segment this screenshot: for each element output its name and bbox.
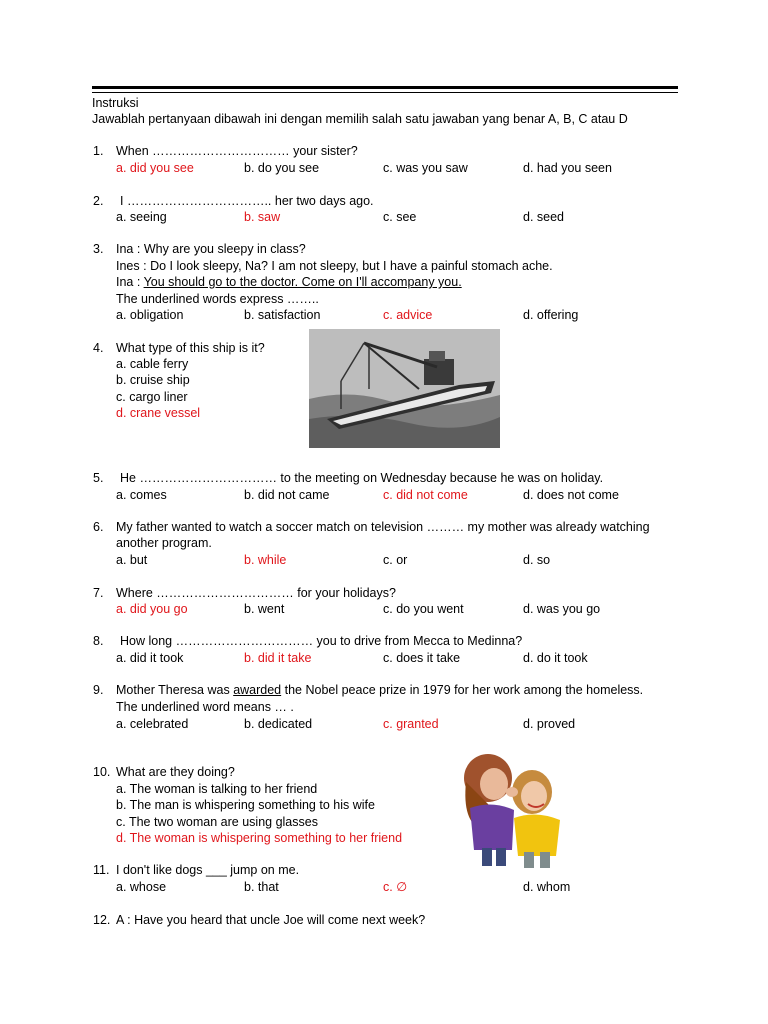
question-number: 1. (93, 144, 104, 158)
q4-option-a[interactable]: a. cable ferry (116, 357, 189, 371)
q9-option-b[interactable]: b. dedicated (244, 717, 313, 731)
q9-prompt: The underlined word means … . (116, 700, 294, 714)
q9-option-a[interactable]: a. celebrated (116, 717, 189, 731)
question-1-stem: When …………………………… your sister? (116, 144, 358, 158)
question-number: 11. (93, 863, 110, 877)
dialog-text: Do I look sleepy, Na? I am not sleepy, but I have a painful stomach ache. (150, 259, 553, 273)
q6-option-d[interactable]: d. so (523, 553, 551, 567)
q10-option-c[interactable]: c. The two woman are using glasses (116, 815, 318, 829)
q3-dialog-line-2 (116, 258, 553, 274)
q1-option-b[interactable]: b. do you see (244, 161, 320, 175)
q2-option-d[interactable]: d. seed (523, 210, 565, 224)
question-number: 2. (93, 194, 104, 208)
q7-option-a[interactable]: a. did you go (116, 602, 188, 616)
question-number: 12. (93, 913, 111, 927)
girls-illustration (452, 752, 582, 870)
instructions-title: Instruksi (92, 96, 139, 110)
q3-option-a[interactable]: a. obligation (116, 308, 184, 322)
q5-option-d[interactable]: d. does not come (523, 488, 619, 502)
question-8-stem: How long …………………………… you to drive from Mecca to Medinna? (120, 634, 523, 648)
q8-option-d[interactable]: d. do it took (523, 651, 588, 665)
q11-option-a[interactable]: a. whose (116, 880, 167, 894)
question-10-stem: What are they doing? (116, 765, 235, 779)
q2-option-c[interactable]: c. see (383, 210, 417, 224)
q10-option-d[interactable]: d. The woman is whispering something to her friend (116, 831, 403, 845)
question-number: 9. (93, 683, 104, 697)
question-4-stem: What type of this ship is it? (116, 341, 265, 355)
q10-option-b[interactable]: b. The man is whispering something to his wife (116, 798, 375, 812)
q3-option-d[interactable]: d. offering (523, 308, 579, 322)
q8-option-a[interactable]: a. did it took (116, 651, 184, 665)
q2-option-a[interactable]: a. seeing (116, 210, 167, 224)
q3-dialog-line-3 (116, 274, 462, 290)
question-number: 4. (93, 341, 104, 355)
q10-option-a[interactable]: a. The woman is talking to her friend (116, 782, 318, 796)
q9-option-d[interactable]: d. proved (523, 717, 576, 731)
question-11-stem: I don't like dogs ___ jump on me. (116, 863, 300, 877)
crane-vessel-photo (309, 329, 500, 448)
question-5-stem: He …………………………… to the meeting on Wednesday because he was on holiday. (120, 471, 604, 485)
q3-dialog-line-1 (116, 241, 306, 257)
underlined-word: awarded (233, 683, 282, 697)
question-6-stem-line-2: another program. (116, 536, 212, 550)
q8-option-b[interactable]: b. did it take (244, 651, 312, 665)
stem-text: the Nobel peace prize in 1979 for her work among the homeless. (281, 683, 644, 697)
q5-option-b[interactable]: b. did not came (244, 488, 330, 502)
whispering-girls-photo (452, 752, 582, 870)
q2-option-b[interactable]: b. saw (244, 210, 281, 224)
q1-option-c[interactable]: c. was you saw (383, 161, 468, 175)
question-12-stem: A : Have you heard that uncle Joe will come next week? (116, 913, 426, 927)
q3-option-b[interactable]: b. satisfaction (244, 308, 321, 322)
q7-option-c[interactable]: c. do you went (383, 602, 464, 616)
q5-option-a[interactable]: a. comes (116, 488, 167, 502)
q8-option-c[interactable]: c. does it take (383, 651, 461, 665)
q4-option-b[interactable]: b. cruise ship (116, 373, 190, 387)
dialog-text: Why are you sleepy in class? (143, 242, 306, 256)
question-number: 10. (93, 765, 111, 779)
question-number: 3. (93, 242, 104, 256)
q7-option-b[interactable]: b. went (244, 602, 285, 616)
speaker-label: Ina : (116, 275, 141, 289)
top-rule-thick (92, 86, 678, 89)
top-rule-thin (92, 92, 678, 93)
instructions-text: Jawablah pertanyaan dibawah ini dengan memilih salah satu jawaban yang benar A, B, C atau D (92, 112, 628, 126)
q7-option-d[interactable]: d. was you go (523, 602, 601, 616)
q1-option-a[interactable]: a. did you see (116, 161, 194, 175)
q9-option-c[interactable]: c. granted (383, 717, 439, 731)
question-number: 6. (93, 520, 104, 534)
q6-option-a[interactable]: a. but (116, 553, 148, 567)
speaker-label: Ina : (116, 242, 141, 256)
question-number: 5. (93, 471, 104, 485)
underlined-dialog-text: You should go to the doctor. Come on I'll accompany you. (143, 275, 462, 289)
q4-option-c[interactable]: c. cargo liner (116, 390, 188, 404)
q5-option-c[interactable]: c. did not come (383, 488, 468, 502)
q3-option-c[interactable]: c. advice (383, 308, 433, 322)
q11-option-c[interactable]: c. ∅ (383, 880, 408, 894)
stem-text: Mother Theresa was (116, 683, 234, 697)
question-6-stem-line-1: My father wanted to watch a soccer match on television ……… my mother was already watching (116, 520, 650, 534)
question-2-stem: I …………………………….. her two days ago. (120, 194, 374, 208)
question-7-stem: Where …………………………… for your holidays? (116, 586, 396, 600)
question-number: 7. (93, 586, 104, 600)
q11-option-d[interactable]: d. whom (523, 880, 571, 894)
question-9-stem (116, 682, 643, 698)
speaker-label: Ines : (116, 259, 147, 273)
q11-option-b[interactable]: b. that (244, 880, 279, 894)
q6-option-b[interactable]: b. while (244, 553, 287, 567)
question-number: 8. (93, 634, 104, 648)
q3-prompt: The underlined words express …….. (116, 292, 319, 306)
q4-option-d[interactable]: d. crane vessel (116, 406, 201, 420)
q6-option-c[interactable]: c. or (383, 553, 408, 567)
ship-illustration (309, 329, 500, 448)
q1-option-d[interactable]: d. had you seen (523, 161, 612, 175)
